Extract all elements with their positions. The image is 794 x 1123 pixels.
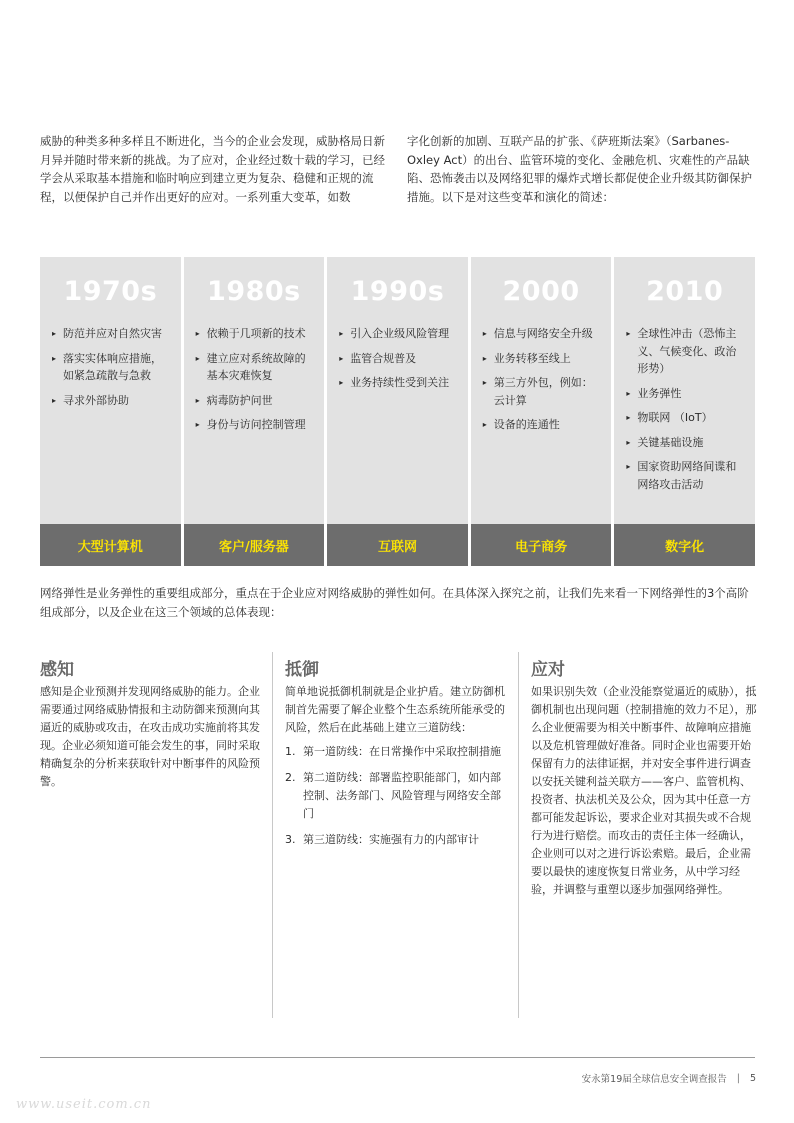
era-item-list	[327, 325, 468, 524]
triangle-right-icon: ▸	[339, 353, 344, 363]
resist-heading: 抵御	[285, 660, 319, 680]
evolution-timeline	[40, 257, 755, 566]
respond-body: 如果识别失效（企业没能察觉逼近的威胁），抵御机制也出现问题（控制措施的效力不足），那么企业便需要为相关中断事件、故障响应措施以及危机管理做好准备。同时企业也需要开始保留有力的法律证据，并对安全事件进行调查以安抚关键利益关联方——客户、监管机构、投资者、执法机关及公众，因为其中任意一方都可能发起诉讼，要求企业对其损失或不合规行为进行赔偿。而攻击的责任主体一经确认，企业则可以对之进行诉讼索赔。最后，企业需要以最快的速度恢复日常业务，从中学习经验，并调整与重塑以逐步加强网络弹性。	[531, 685, 757, 896]
era-item	[52, 325, 173, 343]
era-item-text: 防范并应对自然灾害	[63, 327, 162, 340]
triangle-right-icon: ▸	[482, 378, 487, 387]
triangle-right-icon: ▸	[626, 413, 631, 422]
era-item-text: 寻求外部协助	[63, 393, 129, 407]
era-item	[626, 409, 747, 427]
era-item	[196, 416, 317, 434]
era-column	[614, 257, 755, 566]
summary-paragraph: 网络弹性是业务弹性的重要组成部分，重点在于企业应对网络威胁的弹性如何。在具体深入探究之前，让我们先来看一下网络弹性的3个高阶组成部分，以及企业在这三个领域的总体表现：	[40, 586, 749, 619]
defense-line-text: 第二道防线：部署监控职能部门，如内部控制、法务部门、风险管理与网络安全部门	[303, 771, 501, 820]
era-item	[52, 350, 173, 385]
footer-divider	[40, 1057, 755, 1058]
defense-line-number: 2.	[285, 771, 296, 784]
triangle-right-icon: ▸	[482, 420, 487, 429]
era-year: 1990s	[350, 275, 445, 307]
watermark-text: www.useit.com.cn	[16, 1097, 152, 1112]
era-item	[483, 416, 604, 434]
era-footer-label: 电子商务	[471, 524, 612, 566]
era-item-text: 物联网 （IoT）	[637, 411, 713, 424]
report-title: 安永第19届全球信息安全调查报告	[581, 1074, 727, 1085]
era-item	[626, 458, 747, 493]
era-item	[339, 374, 460, 392]
triangle-right-icon: ▸	[626, 462, 631, 471]
triangle-right-icon: ▸	[482, 329, 487, 338]
sense-body: 感知是企业预测并发现网络威胁的能力。企业需要通过网络威胁情报和主动防御来预测向其逼近的威胁或攻击，在攻击成功实施前将其发现。企业必须知道可能会发生的事，同时采取精确复杂的分析来获取针对中断事件的风险预警。	[40, 685, 260, 788]
era-footer-label: 大型计算机	[40, 524, 181, 566]
triangle-right-icon: ▸	[339, 329, 344, 338]
era-item	[483, 374, 604, 409]
era-item-text: 监管合规普及	[350, 351, 417, 365]
era-footer-label: 客户/服务器	[184, 524, 325, 566]
triangle-right-icon: ▸	[626, 388, 631, 398]
era-item-text: 业务持续性受到关注	[350, 376, 450, 389]
era-item-text: 关键基础设施	[637, 435, 704, 449]
triangle-right-icon: ▸	[195, 395, 200, 405]
era-item-text: 身份与访问控制管理	[206, 418, 306, 431]
era-item-text: 落实实体响应措施，如紧急疏散与急救	[63, 351, 162, 382]
era-item-text: 业务转移至线上	[493, 351, 571, 365]
era-footer-label: 互联网	[327, 524, 468, 566]
triangle-right-icon: ▸	[52, 329, 57, 338]
defense-lines-list	[285, 743, 507, 849]
era-item-text: 设备的连通性	[493, 418, 560, 431]
era-item-list	[614, 325, 755, 524]
era-item	[483, 350, 604, 368]
defense-line-text: 第三道防线：实施强有力的内部审计	[303, 833, 479, 846]
era-item-list	[40, 325, 181, 524]
column-resist	[272, 652, 507, 1018]
era-item-text: 依赖于几项新的技术	[206, 327, 306, 340]
era-item-text: 国家资助网络间谍和网络攻击活动	[637, 460, 737, 491]
triangle-right-icon: ▸	[339, 378, 344, 387]
intro-right-paragraph: 字化创新的加剧、互联产品的扩张、《萨班斯法案》（Sarbanes-Oxley Act）的出台、监管环境的变化、金融危机、灾难性的产品缺陷、恐怖袭击以及网络犯罪的爆炸式增长都促使企业升级其防御保护措施。以下是对这些变革和演化的简述：	[407, 134, 752, 204]
era-item-text: 建立应对系统故障的基本灾难恢复	[206, 351, 306, 382]
page-footer	[582, 1071, 756, 1085]
era-column	[184, 257, 325, 566]
sense-heading: 感知	[40, 660, 74, 680]
triangle-right-icon: ▸	[626, 329, 631, 338]
era-item	[52, 392, 173, 410]
defense-line-text: 第一道防线：在日常操作中采取控制措施	[303, 745, 501, 758]
era-item-text: 业务弹性	[637, 386, 682, 400]
era-item-list	[184, 325, 325, 524]
era-item-text: 信息与网络安全升级	[493, 327, 593, 340]
respond-heading: 应对	[531, 660, 565, 680]
era-item	[196, 325, 317, 343]
resist-body: 简单地说抵御机制就是企业护盾。建立防御机制首先需要了解企业整个生态系统所能承受的风险，然后在此基础上建立三道防线：	[285, 685, 505, 734]
era-item-text: 引入企业级风险管理	[350, 327, 450, 340]
era-item	[483, 325, 604, 343]
era-item-text: 全球性冲击（恐怖主义、气候变化、政治形势）	[637, 327, 737, 375]
era-column	[327, 257, 468, 566]
era-item-text: 第三方外包，例如：云计算	[493, 376, 593, 407]
era-item	[196, 350, 317, 385]
triangle-right-icon: ▸	[482, 353, 487, 363]
era-item	[626, 325, 747, 378]
era-column	[471, 257, 612, 566]
era-item-list	[471, 325, 612, 524]
page-number: 5	[749, 1072, 756, 1084]
era-item	[626, 434, 747, 452]
defense-line-number: 3.	[285, 833, 296, 846]
era-item	[339, 350, 460, 368]
triangle-right-icon: ▸	[52, 395, 57, 405]
era-year: 2000	[502, 275, 580, 307]
era-year: 1980s	[207, 275, 301, 307]
era-year: 2010	[646, 275, 724, 307]
triangle-right-icon: ▸	[195, 329, 200, 338]
era-item	[339, 325, 460, 343]
intro-left-paragraph: 威胁的种类多种多样且不断进化，当今的企业会发现，威胁格局日新月异并随时带来新的挑战。为了应对，企业经过数十载的学习，已经学会从采取基本措施和临时响应到建立更为复杂、稳健和正规的流程，以便保护自己并作出更好的应对。一系列重大变革，如数	[40, 134, 385, 204]
defense-line-number: 1.	[285, 745, 296, 758]
triangle-right-icon: ▸	[52, 353, 57, 363]
column-respond	[518, 652, 758, 1018]
column-sense	[40, 652, 260, 1018]
footer-separator: |	[736, 1072, 740, 1084]
defense-line-item	[285, 831, 507, 849]
triangle-right-icon: ▸	[195, 353, 200, 363]
defense-line-item	[285, 743, 507, 761]
triangle-right-icon: ▸	[626, 437, 631, 447]
triangle-right-icon: ▸	[195, 420, 200, 429]
defense-line-item	[285, 769, 507, 823]
era-item-text: 病毒防护问世	[206, 393, 273, 407]
era-year: 1970s	[63, 275, 158, 307]
era-footer-label: 数字化	[614, 524, 755, 566]
era-item	[196, 392, 317, 410]
era-item	[626, 385, 747, 403]
era-column	[40, 257, 181, 566]
